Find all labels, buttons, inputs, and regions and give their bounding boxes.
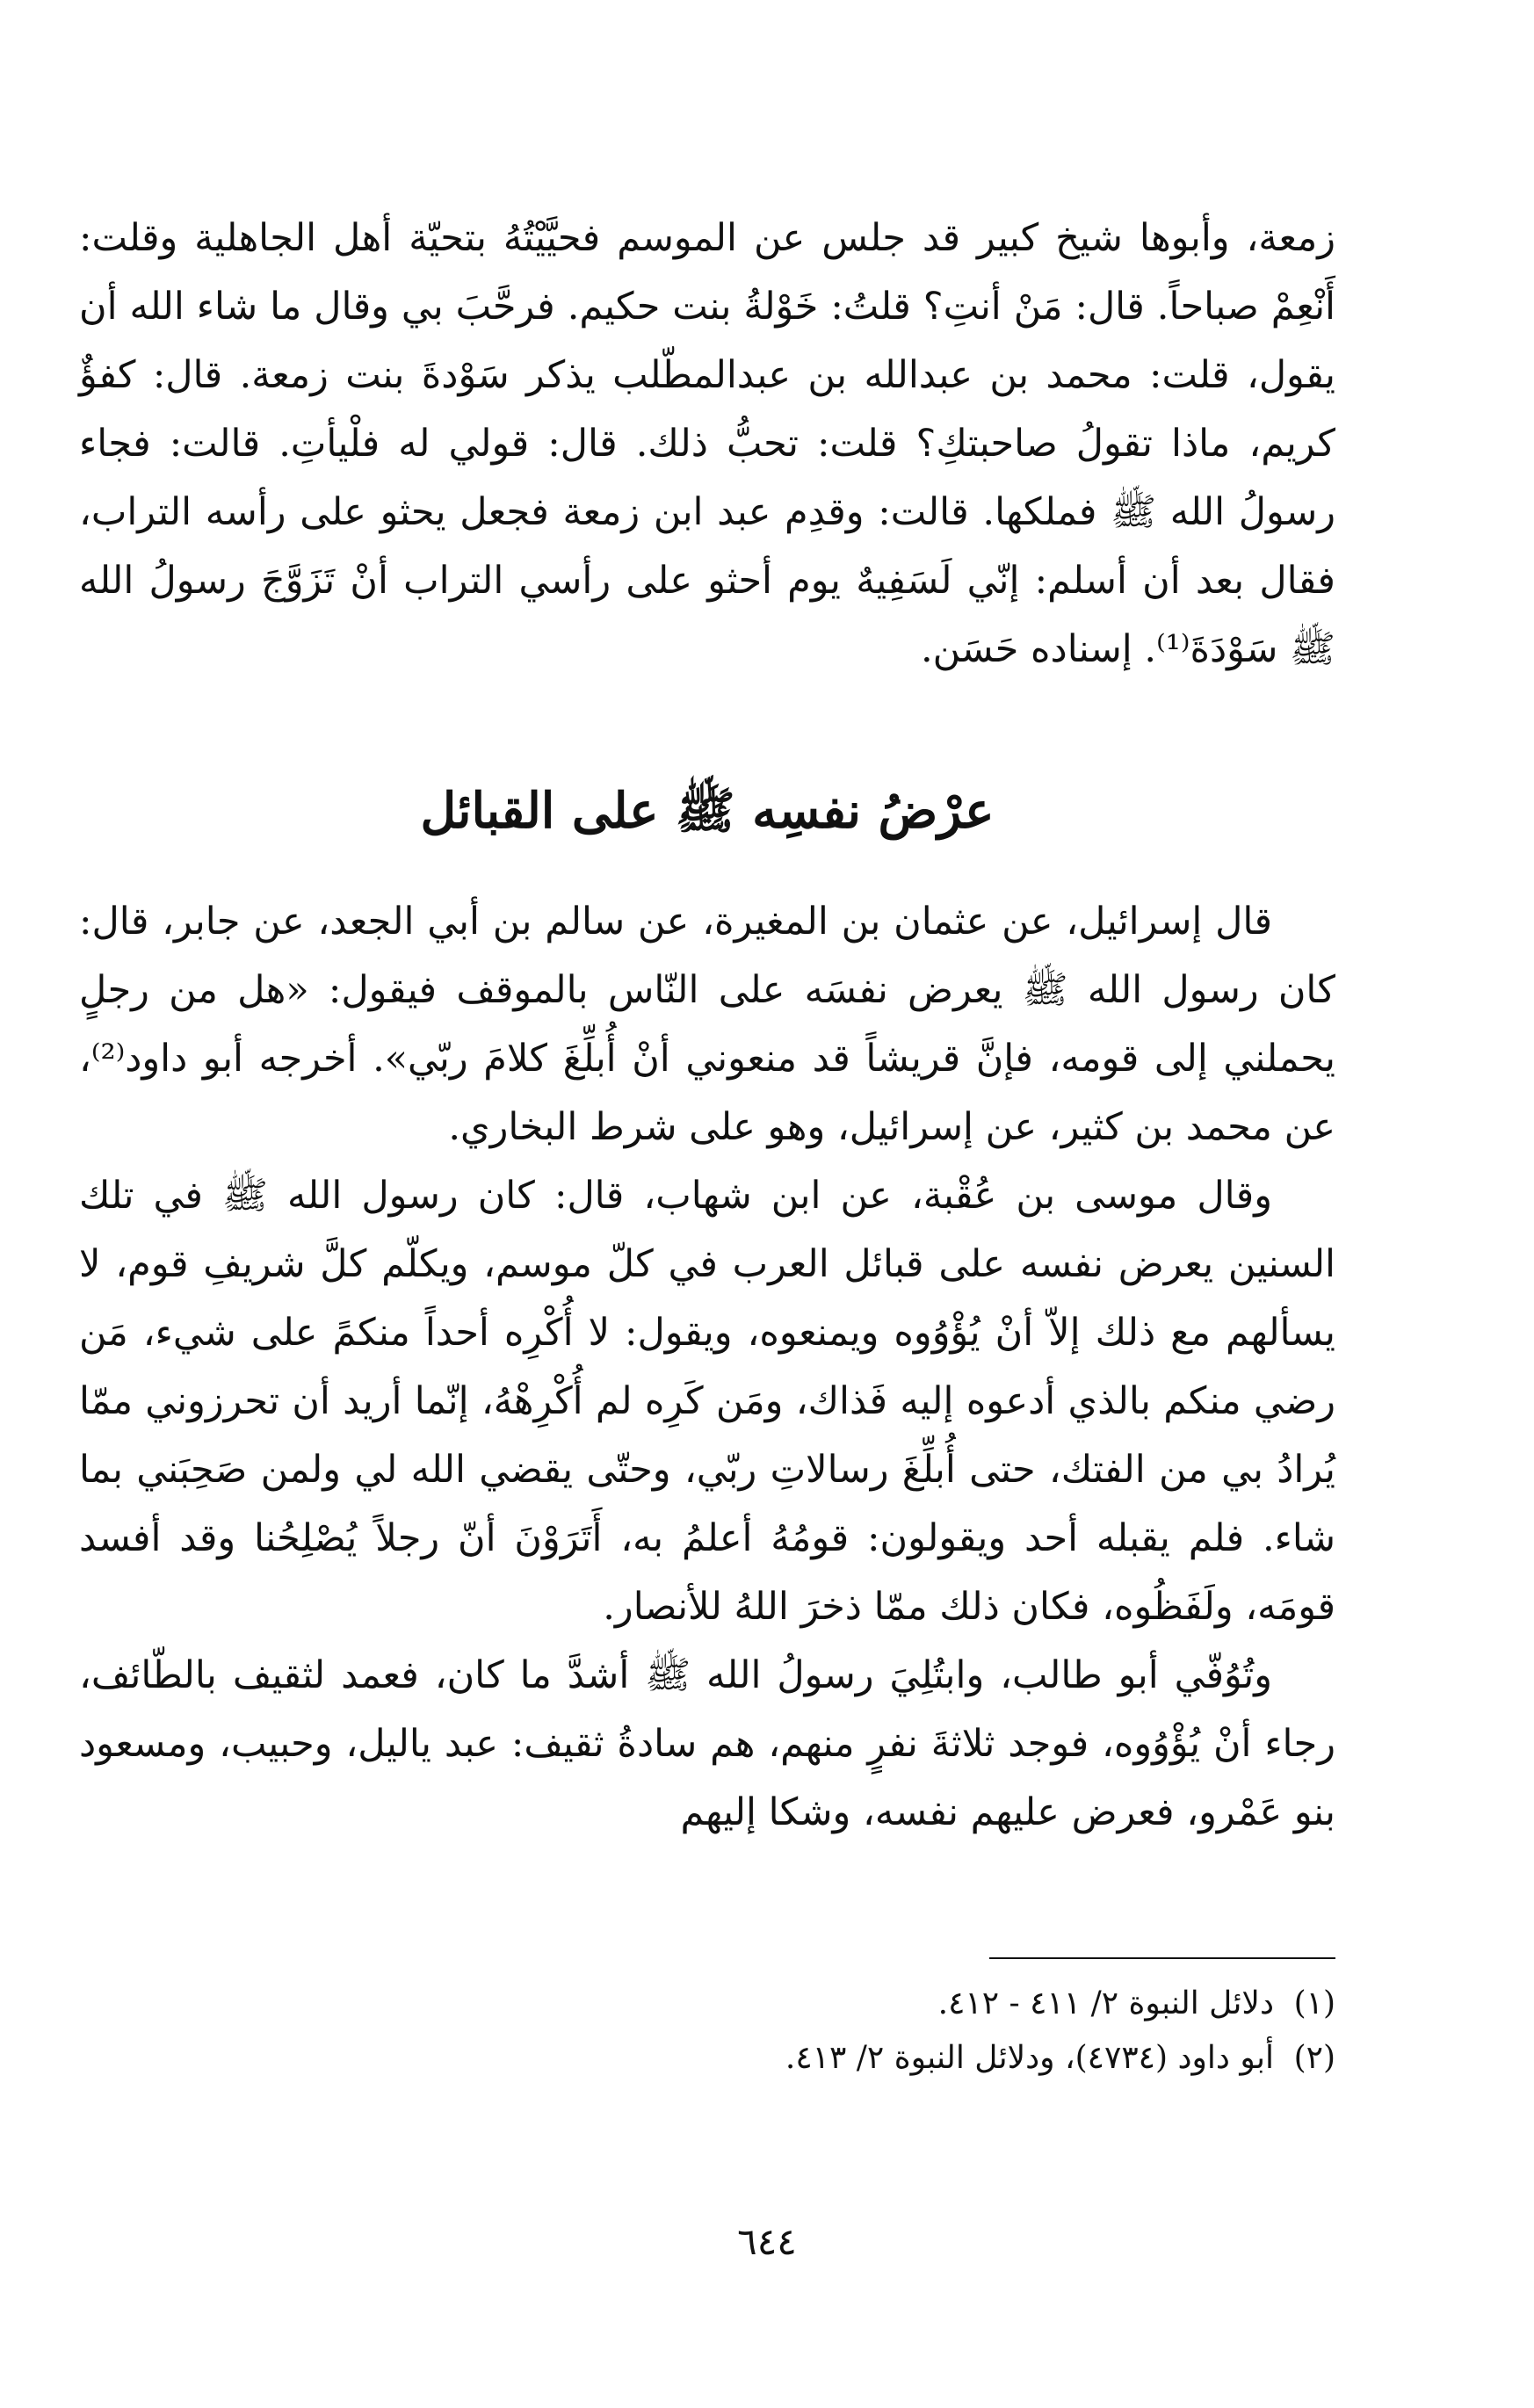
continuation-paragraph: زمعة، وأبوها شيخ كبير قد جلس عن الموسم فحيَّيْتُهُ بتحيّة أهل الجاهلية وقلت: أَنْعِمْ صباحاً. قال: مَنْ أنتِ؟ قلتُ: خَوْلةُ بنت حكيم. فرحَّبَ بي وقال ما شاء الله أن يقول، قلت: محمد بن عبدالله بن عبدالمطّلب يذكر سَوْدةَ بنت زمعة. قال: كفؤٌ كريم، ماذا تقولُ صاحبتكِ؟ قلت: تحبُّ ذلك. قال: قولي له فلْيأتِ. قالت: فجاء رسولُ الله ﷺ فملكها. قالت: وقدِم عبد ابن زمعة فجعل يحثو على رأسه التراب، فقال بعد أن أسلم: إنّي لَسَفِيهٌ يوم أحثو على رأسي التراب أنْ تَزَوَّجَ رسولُ الله ﷺ سَوْدَةَ⁽¹⁾. إسناده حَسَن. (79, 216, 1335, 671)
footnote-2-number: (٢) (1293, 2040, 1335, 2076)
footnote-separator (989, 1957, 1335, 1959)
footnote-1-number: (١) (1293, 1985, 1335, 2021)
page-number: ٦٤٤ (737, 2220, 797, 2263)
paragraph-musa-ibn-uqba: وقال موسى بن عُقْبة، عن ابن شهاب، قال: كان رسول الله ﷺ في تلك السنين يعرض نفسه على قبائل العرب في كلّ موسم، ويكلّم كلَّ شريفِ قوم، لا يسألهم مع ذلك إلاّ أنْ يُؤْوُوه ويمنعوه، ويقول: لا أُكْرِه أحداً منكمً على شيء، مَن رضي منكم بالذي أدعوه إليه فَذاك، ومَن كَرِه لم أُكْرِهْهُ، إنّما أريد أن تحرزوني ممّا يُرادُ بي من الفتك، حتى أُبلِّغَ رسالاتِ ربّي، وحتّى يقضي الله لي ولمن صَحِبَني بما شاء. فلم يقبله أحد ويقولون: قومُهُ أعلمُ به، أَتَرَوْنَ أنّ رجلاً يُصْلِحُنا وقد أفسد قومَه، ولَفَظُوه، فكان ذلك ممّا ذخرَ اللهُ للأنصار. (79, 1174, 1335, 1629)
continuation-block (79, 204, 1335, 683)
section-body (79, 887, 1335, 1847)
footnote-1-text: دلائل النبوة ٢/ ٤١١ - ٤١٢. (937, 1985, 1274, 2021)
footnotes (79, 1977, 1335, 2086)
footnote-1 (79, 1977, 1335, 2031)
paragraph-jabir-report: قال إسرائيل، عن عثمان بن المغيرة، عن سالم بن أبي الجعد، عن جابر، قال: كان رسول الله ﷺ يعرض نفسَه على النّاس بالموقف فيقول: «هل من رجلٍ يحملني إلى قومه، فإنَّ قريشاً قد منعوني أنْ أُبلِّغَ كلامَ ربّي». أخرجه أبو داود⁽²⁾، عن محمد بن كثير، عن إسرائيل، وهو على شرط البخاري. (79, 900, 1335, 1149)
footnote-2-text: أبو داود (٤٧٣٤)، ودلائل النبوة ٢/ ٤١٣. (785, 2040, 1274, 2076)
paragraph-taif: وتُوُفّي أبو طالب، وابتُلِيَ رسولُ الله ﷺ أشدَّ ما كان، فعمد لثقيف بالطّائف، رجاء أنْ يُؤْوُوه، فوجد ثلاثةَ نفرٍ منهم، هم سادةُ ثقيف: عبد ياليل، وحبيب، ومسعود بنو عَمْرو، فعرض عليهم نفسه، وشكا إليهم (79, 1653, 1335, 1834)
section-heading: عرْضُ نفسِه ﷺ على القبائل (420, 782, 995, 840)
footnote-2 (79, 2031, 1335, 2086)
